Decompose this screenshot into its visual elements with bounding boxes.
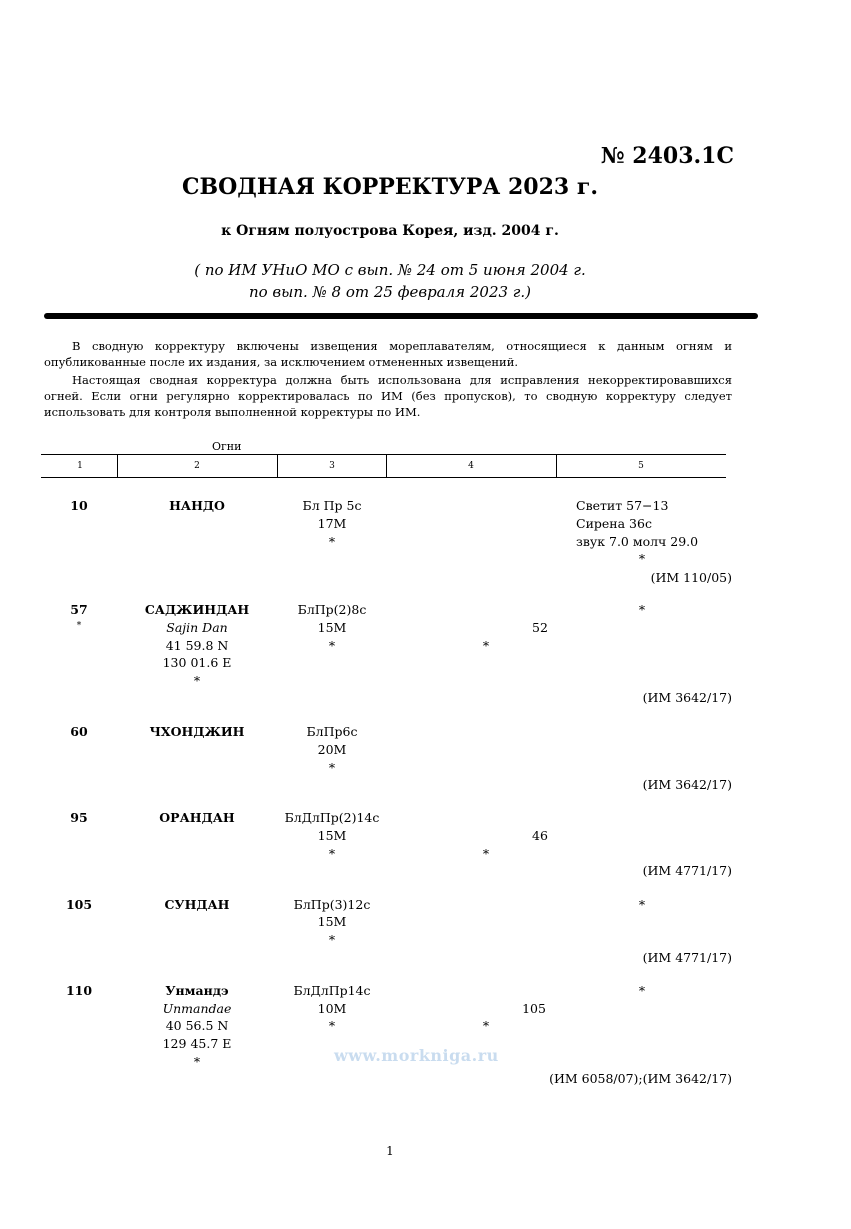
document-number: № 2403.1С [600, 143, 734, 169]
column-divider [277, 454, 278, 478]
latitude: 40 56.5 N [165, 1018, 229, 1033]
change-mark: * [193, 673, 201, 688]
light-number: 10 [70, 498, 88, 513]
remark-line: Светит 57−13 [576, 498, 669, 513]
notice-reference: (ИМ 6058/07);(ИМ 3642/17) [549, 1071, 732, 1086]
light-latin-name: Unmandae [162, 1001, 232, 1016]
remark-line: Сирена 36с [576, 516, 652, 531]
issue-range-line-1: ( по ИМ УНиО МО с вып. № 24 от 5 июня 2004 г. [194, 261, 586, 279]
column-group-label: Огни [212, 440, 242, 453]
light-range: 20М [317, 742, 347, 757]
change-mark: * [328, 1018, 336, 1033]
light-name: ЧХОНДЖИН [149, 724, 245, 739]
light-name: САДЖИНДАН [144, 602, 250, 617]
light-characteristic: БлПр(2)8с [297, 602, 367, 617]
issue-range-line-2: по вып. № 8 от 25 февраля 2023 г.) [248, 283, 532, 301]
column-header-2: 2 [194, 461, 200, 471]
change-mark: * [328, 638, 336, 653]
light-characteristic: Бл Пр 5с [302, 498, 362, 513]
change-mark: * [638, 897, 646, 912]
change-mark: * [76, 621, 82, 631]
change-mark: * [638, 551, 646, 566]
light-range: 15М [317, 914, 347, 929]
light-name: ОРАНДАН [159, 810, 235, 825]
change-mark: * [482, 1018, 490, 1033]
change-mark: * [328, 534, 336, 549]
change-mark: * [328, 932, 336, 947]
notice-reference: (ИМ 3642/17) [642, 777, 732, 792]
header-divider [44, 313, 758, 319]
height-value: 46 [532, 828, 548, 843]
change-mark: * [193, 1054, 201, 1069]
notice-reference: (ИМ 110/05) [650, 570, 732, 585]
change-mark: * [482, 638, 490, 653]
height-value: 52 [532, 620, 548, 635]
notice-reference: (ИМ 3642/17) [642, 690, 732, 705]
light-number: 95 [70, 810, 88, 825]
light-name: Унмандэ [165, 983, 229, 998]
column-header-3: 3 [329, 461, 335, 471]
light-characteristic: БлДлПр14с [293, 983, 371, 998]
light-characteristic: БлПр6с [306, 724, 358, 739]
light-range: 10М [317, 1001, 347, 1016]
light-characteristic: БлПр(3)12с [293, 897, 371, 912]
change-mark: * [328, 846, 336, 861]
watermark: www.morkniga.ru [334, 1046, 499, 1065]
page-title: СВОДНАЯ КОРРЕКТУРА 2023 г. [181, 174, 598, 200]
column-header-4: 4 [468, 461, 474, 471]
table-header-rule-bottom [41, 477, 726, 478]
column-header-5: 5 [638, 461, 644, 471]
column-header-1: 1 [77, 461, 83, 471]
light-latin-name: Sajin Dan [166, 620, 228, 635]
notice-reference: (ИМ 4771/17) [642, 863, 732, 878]
light-range: 17М [317, 516, 347, 531]
height-value: 105 [522, 1001, 546, 1016]
change-mark: * [638, 602, 646, 617]
column-divider [556, 454, 557, 478]
light-number: 105 [65, 897, 93, 912]
light-number: 110 [65, 983, 93, 998]
table-header-rule-top [41, 454, 726, 455]
page-subtitle: к Огням полуострова Корея, изд. 2004 г. [221, 223, 559, 239]
light-name: НАНДО [169, 498, 225, 513]
page-number: 1 [386, 1144, 394, 1158]
latitude: 41 59.8 N [165, 638, 229, 653]
light-characteristic: БлДлПр(2)14с [284, 810, 380, 825]
longitude: 130 01.6 E [162, 655, 232, 670]
intro-paragraph-1: В сводную корректуру включены извещения мореплавателям, относящиеся к данным огням и опубликованные после их издания, за исключением отмененных извещений. [44, 339, 732, 369]
change-mark: * [482, 846, 490, 861]
light-range: 15М [317, 620, 347, 635]
change-mark: * [638, 983, 646, 998]
light-name: СУНДАН [164, 897, 230, 912]
light-number: 57 [70, 602, 88, 617]
light-range: 15М [317, 828, 347, 843]
intro-paragraph-2: Настоящая сводная корректура должна быть использована для исправления некорректировавшихся огней. Если огни регулярно корректировалась по ИМ (без пропусков), то сводную корректуру следует использовать для контроля выполненной корректуры по ИМ. [44, 373, 732, 419]
column-divider [117, 454, 118, 478]
light-number: 60 [70, 724, 88, 739]
longitude: 129 45.7 E [162, 1036, 232, 1051]
change-mark: * [328, 760, 336, 775]
remark-line: звук 7.0 молч 29.0 [576, 534, 699, 549]
notice-reference: (ИМ 4771/17) [642, 950, 732, 965]
column-divider [386, 454, 387, 478]
